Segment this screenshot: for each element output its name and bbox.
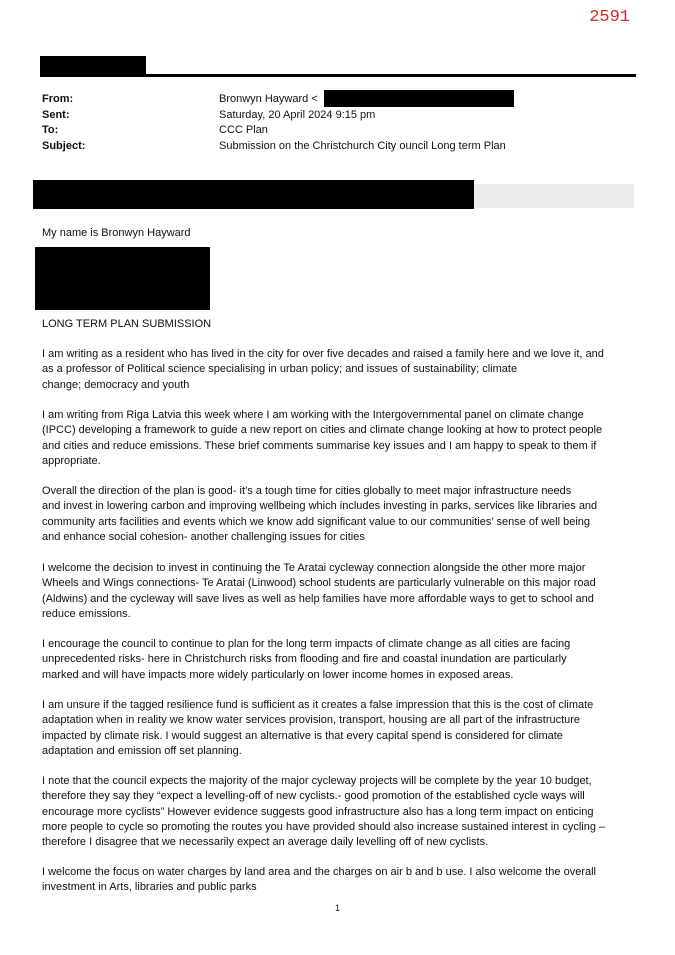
paragraph-line: I am unsure if the tagged resilience fund is sufficient as it creates a false impression that this is the cost of climate <box>42 699 594 711</box>
paragraph-line: and enhance social cohesion- another challenging issues for cities <box>42 530 365 543</box>
paragraph-line: I welcome the decision to invest in continuing the Te Aratai cycleway connection alongside the other more major <box>42 562 586 574</box>
paragraph-line: adaptation and emission off set planning. <box>42 744 242 757</box>
paragraph-line: encourage more cyclists” However evidence suggests good infrastructure also has a long term impact on enticing <box>42 805 594 818</box>
redaction-block <box>40 56 146 76</box>
paragraph-line: Overall the direction of the plan is good- it’s a tough time for cities globally to meet major infrastructure needs <box>42 485 572 497</box>
paragraph-line: more people to cycle so promoting the routes you have provided should also increase sustained interest in cycling – <box>42 820 606 833</box>
paragraph-line: unprecedented risks- here in Christchurch risks from flooding and fire and coastal inundation are particularly <box>42 653 567 666</box>
paragraph-5 <box>42 637 642 683</box>
paragraph-line: and invest in lowering carbon and improving wellbeing which includes investing in parks, services like libraries and <box>42 500 598 513</box>
paragraph-line: marked and will have impacts more widely particularly on lower income homes in exposed areas. <box>42 668 514 681</box>
redaction-block-2 <box>35 247 210 310</box>
sent-value: Saturday, 20 April 2024 9:15 pm <box>219 109 376 121</box>
redaction-banner <box>33 180 474 209</box>
paragraph-line: impacted by climate risk. I would suggest an alternative is that every capital spend is considered for climate <box>42 729 563 742</box>
paragraph-2 <box>42 408 642 469</box>
paragraph-line: Wheels and Wings connections- Te Aratai (Linwood) school students are particularly vulnerable on this major road <box>42 577 596 590</box>
from-value: Bronwyn Hayward < <box>219 93 318 105</box>
paragraph-line: I welcome the focus on water charges by land area and the charges on air b and b use. I also welcome the overall <box>42 866 596 878</box>
paragraph-line: appropriate. <box>42 454 101 467</box>
banner-grey-strip <box>474 184 634 208</box>
document-number: 2591 <box>589 8 630 27</box>
paragraph-line: I note that the council expects the majority of the major cycleway projects will be complete by the year 10 budget, <box>42 775 592 787</box>
paragraph-6 <box>42 698 642 759</box>
header-rule <box>40 74 636 77</box>
sent-label: Sent: <box>42 109 70 121</box>
paragraph-7 <box>42 774 642 850</box>
paragraph-line: as a professor of Political science specialising in urban policy; and issues of sustainability; climate <box>42 363 518 376</box>
subject-value: Submission on the Christchurch City ouncil Long term Plan <box>219 140 506 152</box>
paragraph-line: I am writing from Riga Latvia this week where I am working with the Intergovernmental panel on climate change <box>42 409 584 421</box>
paragraph-8 <box>42 865 642 896</box>
paragraph-4 <box>42 561 642 622</box>
paragraph-line: and cities and reduce emissions. These brief comments summarise key issues and I am happy to speak to them if <box>42 439 597 452</box>
subject-label: Subject: <box>42 140 86 152</box>
redaction-email <box>324 90 514 107</box>
paragraph-line: therefore I disagree that we necessarily expect an average daily levelling off of new cyclists. <box>42 836 489 849</box>
submission-heading: LONG TERM PLAN SUBMISSION <box>42 318 212 330</box>
page-number: 1 <box>334 903 340 913</box>
paragraph-line: community arts facilities and events which we know add significant value to our communities’ sense of well being <box>42 515 591 528</box>
paragraph-line: (Aldwins) and the cycleway will save lives as well as help families have more affordable ways to get to school and <box>42 592 594 605</box>
paragraph-line: reduce emissions. <box>42 607 131 620</box>
to-value: CCC Plan <box>219 124 268 136</box>
paragraph-line: I am writing as a resident who has lived in the city for over five decades and raised a family here and we love it, and <box>42 348 604 360</box>
paragraph-1 <box>42 347 642 393</box>
paragraph-line: investment in Arts, libraries and public parks <box>42 881 257 894</box>
paragraph-line: change; democracy and youth <box>42 378 190 391</box>
to-label: To: <box>42 124 59 136</box>
paragraph-line: adaptation when in reality we know water services provision, transport, housing are all part of the infrastructure <box>42 714 581 727</box>
intro-line: My name is Bronwyn Hayward <box>42 227 191 239</box>
paragraph-line: I encourage the council to continue to plan for the long term impacts of climate change as all cities are facing <box>42 638 571 650</box>
from-label: From: <box>42 93 74 105</box>
paragraph-3 <box>42 484 642 545</box>
paragraph-line: therefore they say they “expect a levelling-off of new cyclists.- good promotion of the established cycle ways will <box>42 790 585 803</box>
paragraph-line: (IPCC) developing a framework to guide a new report on cities and climate change looking at how to protect people <box>42 424 603 437</box>
